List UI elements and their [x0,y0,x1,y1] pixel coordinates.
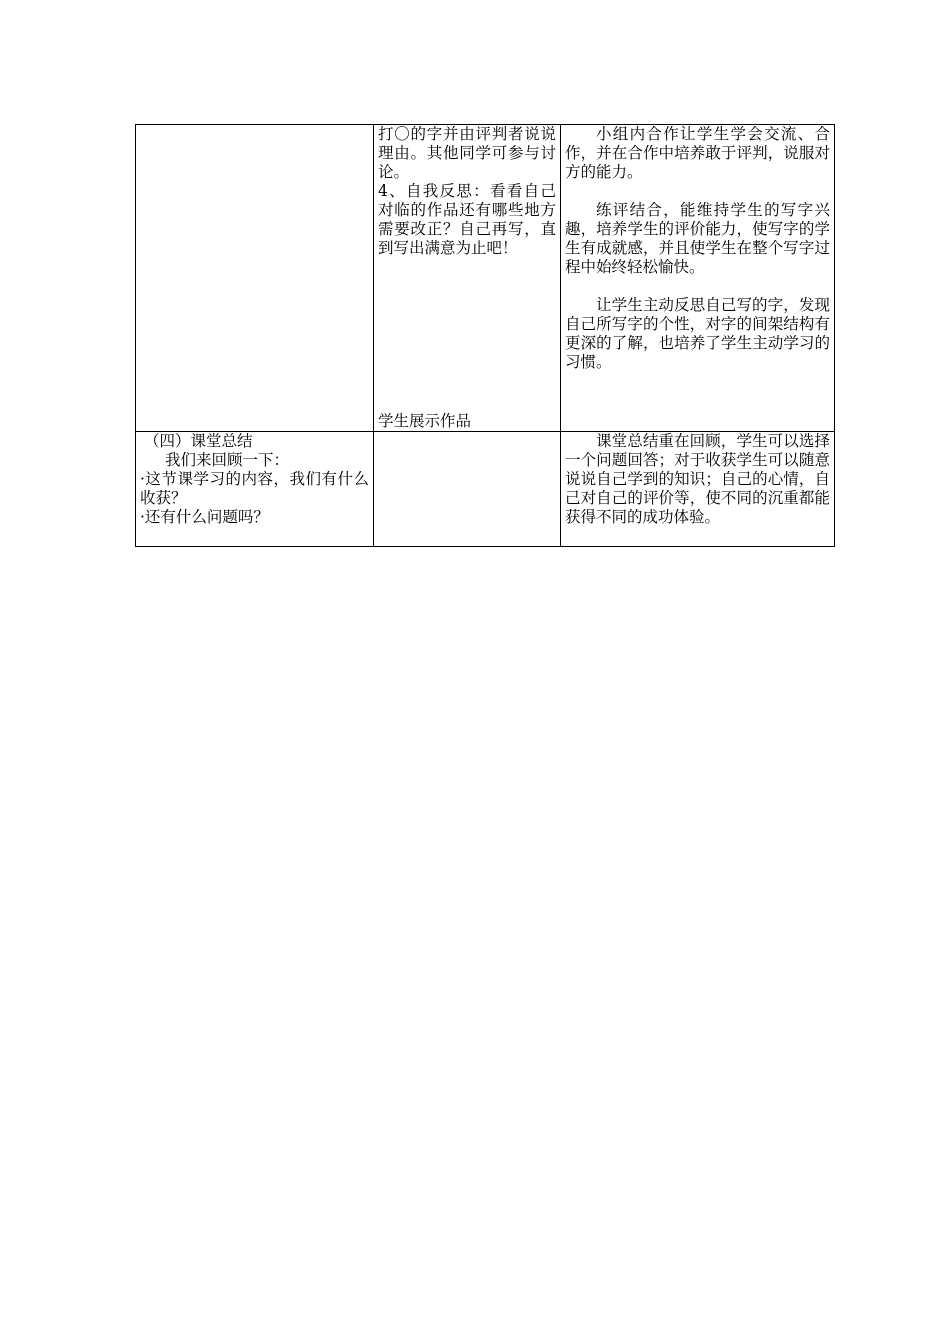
intent-paragraph: 课堂总结重在回顾，学生可以选择一个问题回答；对于收获学生可以随意说说自己学到的知识；自己的心情，自己对自己的评价等，使不同的沉重都能获得不同的成功体验。 [565,432,830,526]
table-cell-empty [374,432,561,547]
table-cell-design-intent [561,432,835,547]
self-reflection-paragraph: 4、自我反思：看看自己对临的作品还有哪些地方需要改正？自己再写，直到写出满意为止吧！ [378,182,556,257]
summary-item: ·这节课学习的内容，我们有什么收获？ [140,470,369,507]
section-heading: （四）课堂总结 [144,432,253,450]
student-display-note: 学生展示作品 [378,412,472,430]
table-cell-activities [374,125,561,432]
table-row [136,125,835,432]
summary-item: ·还有什么问题吗？ [140,508,269,526]
intent-paragraph: 让学生主动反思自己写的字，发现自己所写字的个性，对字的间架结构有更深的了解，也培养了学生主动学习的习惯。 [565,296,830,371]
intent-paragraph: 小组内合作让学生学会交流、合作，并在合作中培养敢于评判，说服对方的能力。 [565,125,830,181]
summary-intro: 我们来回顾一下： [165,451,290,469]
lesson-plan-table [135,124,835,547]
table-cell-summary [136,432,374,547]
table-cell-design-intent [561,125,835,432]
intent-paragraph: 练评结合，能维持学生的写字兴趣，培养学生的评价能力，使写字的学生有成就感，并且使学生在整个写字过程中始终轻松愉快。 [565,201,830,276]
activity-paragraph: 打〇的字并由评判者说说理由。其他同学可参与讨论。 [378,125,556,181]
table-cell-empty [136,125,374,432]
table-row [136,432,835,547]
